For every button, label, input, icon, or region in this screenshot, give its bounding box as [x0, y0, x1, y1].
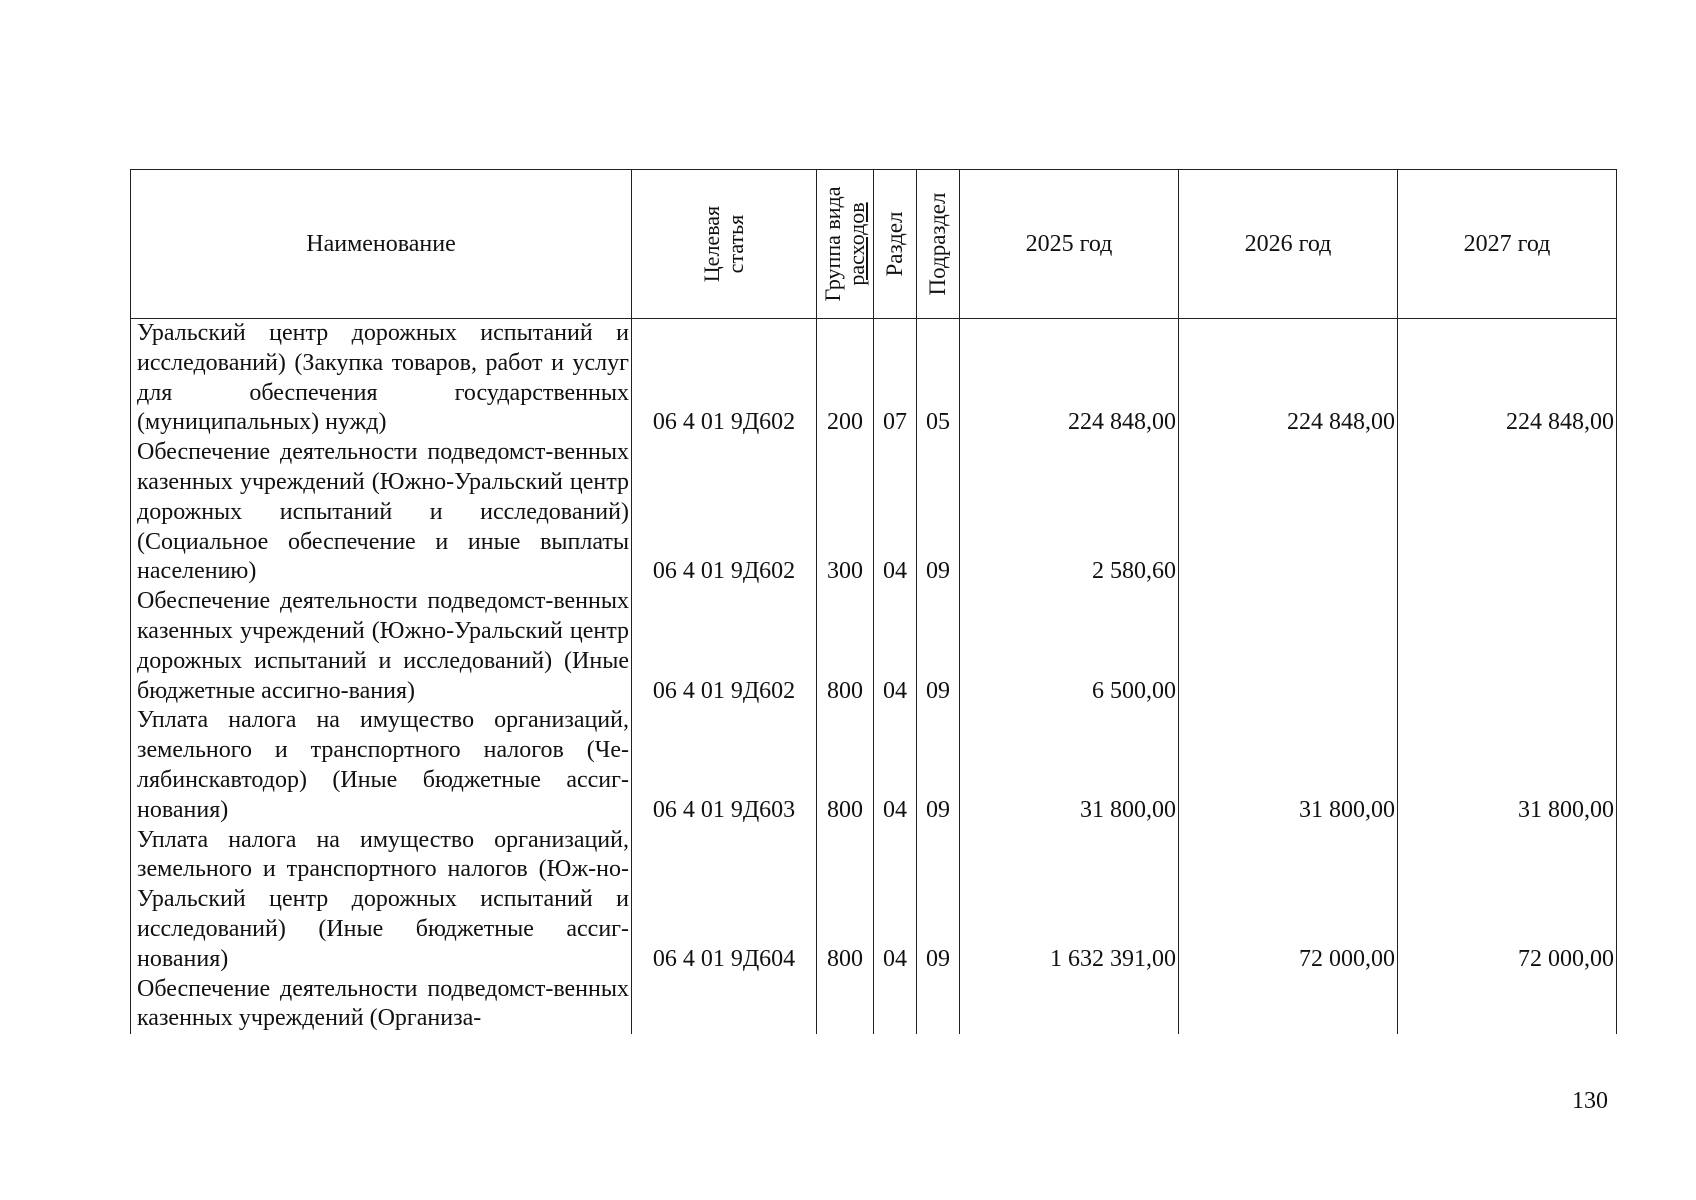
row-subsection: 09	[917, 438, 960, 587]
row-target-article: 06 4 01 9Д602	[632, 587, 817, 706]
row-group: 800	[817, 706, 874, 825]
row-value-2027	[1398, 975, 1617, 1035]
row-section	[874, 975, 917, 1035]
row-value-2025: 31 800,00	[960, 706, 1179, 825]
row-subsection	[917, 975, 960, 1035]
page-number: 130	[1572, 1088, 1608, 1114]
row-subsection: 09	[917, 826, 960, 975]
row-group	[817, 975, 874, 1035]
row-group: 200	[817, 319, 874, 439]
row-group: 800	[817, 587, 874, 706]
table-row	[131, 706, 1617, 825]
header-year-2027: 2027 год	[1398, 170, 1617, 319]
row-value-2026	[1179, 975, 1398, 1035]
row-value-2026: 72 000,00	[1179, 826, 1398, 975]
row-name: Обеспечение деятельности подведомст-венных казенных учреждений (Южно-Уральский центр дорожных испытаний и исследований) (Социальное обеспечение и иные выплаты населению)	[131, 438, 632, 587]
budget-table	[130, 169, 1617, 1034]
row-value-2027: 224 848,00	[1398, 319, 1617, 439]
row-name: Уплата налога на имущество организаций, земельного и транспортного налогов (Че-лябинскавтодор) (Иные бюджетные ассиг-нования)	[131, 706, 632, 825]
row-value-2026	[1179, 438, 1398, 587]
header-section: Раздел	[874, 170, 917, 319]
table-header-row	[131, 170, 1617, 319]
table-row	[131, 319, 1617, 439]
row-value-2026: 31 800,00	[1179, 706, 1398, 825]
row-value-2026	[1179, 587, 1398, 706]
row-value-2027	[1398, 587, 1617, 706]
row-section: 04	[874, 706, 917, 825]
row-target-article: 06 4 01 9Д604	[632, 826, 817, 975]
table-row	[131, 975, 1617, 1035]
row-target-article: 06 4 01 9Д602	[632, 319, 817, 439]
row-group: 300	[817, 438, 874, 587]
row-section: 04	[874, 438, 917, 587]
row-value-2025: 224 848,00	[960, 319, 1179, 439]
table-row	[131, 587, 1617, 706]
row-target-article: 06 4 01 9Д602	[632, 438, 817, 587]
row-value-2026: 224 848,00	[1179, 319, 1398, 439]
table-row	[131, 438, 1617, 587]
row-name: Уральский центр дорожных испытаний и исследований) (Закупка товаров, работ и услуг для обеспечения государственных (муниципальных) нужд)	[131, 319, 632, 439]
row-value-2027: 72 000,00	[1398, 826, 1617, 975]
header-subsection: Подраздел	[917, 170, 960, 319]
row-section: 04	[874, 587, 917, 706]
header-name: Наименование	[131, 170, 632, 319]
header-expense-group: Группа вида расходов	[817, 170, 874, 319]
row-section: 07	[874, 319, 917, 439]
row-target-article	[632, 975, 817, 1035]
row-name: Обеспечение деятельности подведомст-венных казенных учреждений (Южно-Уральский центр дорожных испытаний и исследований) (Иные бюджетные ассигно-вания)	[131, 587, 632, 706]
row-value-2027	[1398, 438, 1617, 587]
row-section: 04	[874, 826, 917, 975]
header-year-2026: 2026 год	[1179, 170, 1398, 319]
row-value-2027: 31 800,00	[1398, 706, 1617, 825]
row-name: Обеспечение деятельности подведомст-венных казенных учреждений (Организа-	[131, 975, 632, 1035]
row-subsection: 05	[917, 319, 960, 439]
row-group: 800	[817, 826, 874, 975]
row-value-2025: 1 632 391,00	[960, 826, 1179, 975]
row-subsection: 09	[917, 587, 960, 706]
row-name: Уплата налога на имущество организаций, земельного и транспортного налогов (Юж-но-Уральский центр дорожных испытаний и исследований) (Иные бюджетные ассиг-нования)	[131, 826, 632, 975]
row-subsection: 09	[917, 706, 960, 825]
row-value-2025: 2 580,60	[960, 438, 1179, 587]
row-target-article: 06 4 01 9Д603	[632, 706, 817, 825]
header-target-article: Целевая статья	[632, 170, 817, 319]
table-row	[131, 826, 1617, 975]
row-value-2025: 6 500,00	[960, 587, 1179, 706]
row-value-2025	[960, 975, 1179, 1035]
header-year-2025: 2025 год	[960, 170, 1179, 319]
